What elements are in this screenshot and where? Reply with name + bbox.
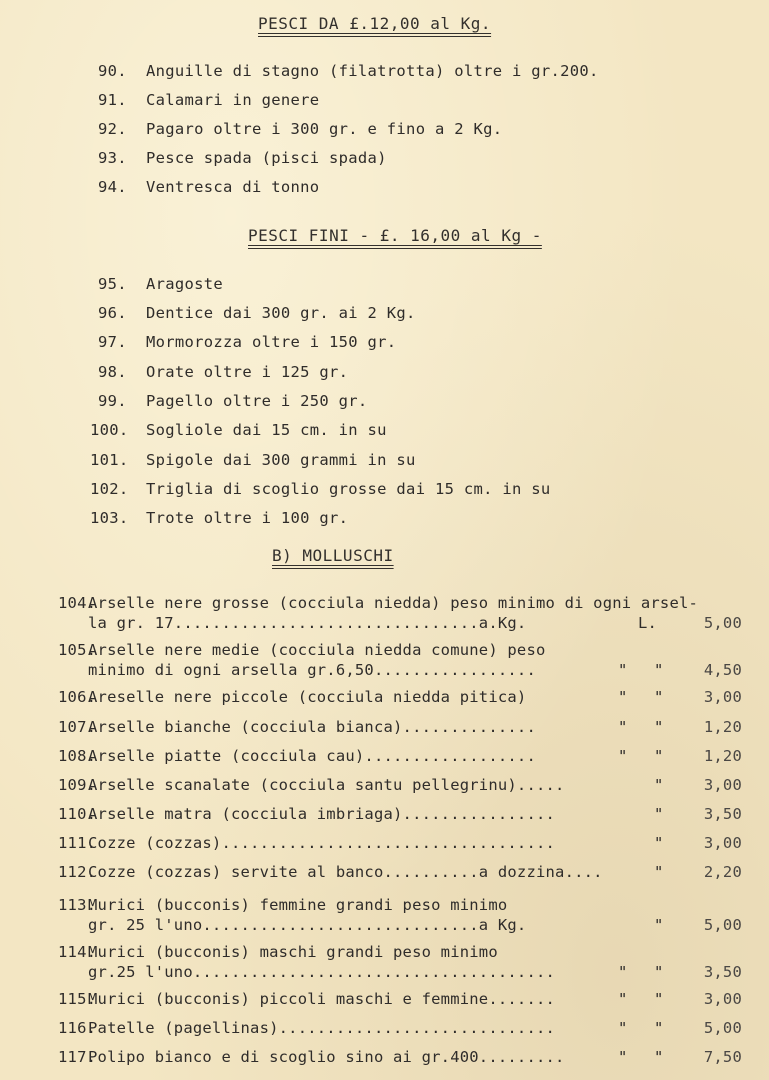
item-text: Pesce spada (pisci spada) — [146, 149, 387, 167]
item-number: 106. — [58, 688, 97, 706]
item-text: Polipo bianco e di scoglio sino ai gr.400......... — [88, 1048, 565, 1066]
item-text: Murici (bucconis) maschi grandi peso minimo — [88, 943, 498, 961]
item-number: 92. — [98, 120, 127, 138]
item-number: 95. — [98, 275, 127, 293]
table-row — [58, 1019, 748, 1039]
ditto-mark: " — [654, 990, 664, 1008]
item-text: Mormorozza oltre i 150 gr. — [146, 333, 397, 351]
item-text: Areselle nere piccole (cocciula niedda pitica) — [88, 688, 527, 706]
table-row — [58, 594, 748, 634]
list-item — [98, 62, 599, 80]
ditto-mark: " — [618, 688, 628, 706]
ditto-mark: " — [654, 688, 664, 706]
item-number: 93. — [98, 149, 127, 167]
table-row — [58, 1048, 748, 1068]
ditto-mark: " — [654, 776, 664, 794]
list-item — [98, 333, 396, 351]
ditto-mark: " — [654, 661, 664, 679]
price: 1,20 — [703, 747, 742, 765]
ditto-mark: " — [618, 1048, 628, 1066]
ditto-mark: " — [654, 747, 664, 765]
item-text: Trote oltre i 100 gr. — [146, 509, 349, 527]
table-row — [58, 943, 748, 983]
item-text: Patelle (pagellinas)............................. — [88, 1019, 556, 1037]
item-number: 98. — [98, 363, 127, 381]
ditto-mark: " — [654, 916, 664, 934]
item-number: 114. — [58, 943, 97, 961]
item-number: 111. — [58, 834, 97, 852]
item-text: Aragoste — [146, 275, 224, 293]
price: 3,00 — [703, 990, 742, 1008]
heading-pesci-12: PESCI DA £.12,00 al Kg. — [258, 14, 492, 33]
item-text: Arselle matra (cocciula imbriaga)................ — [88, 805, 556, 823]
item-text-continued: gr.25 l'uno...................................... — [88, 963, 556, 981]
item-text-continued: gr. 25 l'uno.............................a Kg. — [88, 916, 527, 934]
ditto-mark: " — [618, 747, 628, 765]
item-text: Spigole dai 300 grammi in su — [146, 451, 416, 469]
item-text: Calamari in genere — [146, 91, 320, 109]
price: 7,50 — [703, 1048, 742, 1066]
item-number: 96. — [98, 304, 127, 322]
item-text: Arselle nere grosse (cocciula niedda) peso minimo di ogni arsel- — [88, 594, 699, 612]
list-item — [98, 392, 368, 410]
list-item — [98, 304, 416, 322]
item-text: Anguille di stagno (filatrotta) oltre i gr.200. — [146, 62, 599, 80]
item-text-continued: la gr. 17................................a.Kg. — [88, 614, 527, 632]
list-item — [98, 178, 319, 196]
list-item — [98, 149, 387, 167]
price: 3,00 — [703, 688, 742, 706]
item-number: 109. — [58, 776, 97, 794]
item-number: 104. — [58, 594, 97, 612]
list-item — [90, 480, 551, 498]
item-number: 100. — [90, 421, 129, 439]
list-item — [90, 451, 416, 469]
price: 5,00 — [703, 614, 742, 632]
item-number: 90. — [98, 62, 127, 80]
item-text: Arselle nere medie (cocciula niedda comune) peso — [88, 641, 546, 659]
item-text: Cozze (cozzas) servite al banco..........a dozzina.... — [88, 863, 603, 881]
price: 3,50 — [703, 963, 742, 981]
ditto-mark: " — [618, 718, 628, 736]
item-number: 112. — [58, 863, 97, 881]
ditto-mark: " — [654, 834, 664, 852]
item-number: 117. — [58, 1048, 97, 1066]
item-text: Orate oltre i 125 gr. — [146, 363, 349, 381]
price: 4,50 — [703, 661, 742, 679]
list-item — [98, 275, 223, 293]
heading-pesci-fini: PESCI FINI - £. 16,00 al Kg - — [248, 226, 542, 245]
item-number: 108. — [58, 747, 97, 765]
item-number: 110. — [58, 805, 97, 823]
price: 3,00 — [703, 776, 742, 794]
currency-label: L. — [638, 614, 658, 632]
ditto-mark: " — [618, 661, 628, 679]
price: 5,00 — [703, 916, 742, 934]
item-text: Pagaro oltre i 300 gr. e fino a 2 Kg. — [146, 120, 503, 138]
table-row — [58, 863, 748, 883]
item-number: 94. — [98, 178, 127, 196]
ditto-mark: " — [654, 1048, 664, 1066]
item-number: 115. — [58, 990, 97, 1008]
item-number: 91. — [98, 91, 127, 109]
item-text: Arselle scanalate (cocciula santu pellegrinu)..... — [88, 776, 565, 794]
table-row — [58, 641, 748, 681]
table-row — [58, 776, 748, 796]
item-text: Sogliole dai 15 cm. in su — [146, 421, 387, 439]
item-number: 97. — [98, 333, 127, 351]
list-item — [98, 120, 502, 138]
ditto-mark: " — [654, 1019, 664, 1037]
table-row — [58, 747, 748, 767]
item-number: 101. — [90, 451, 129, 469]
table-row — [58, 834, 748, 854]
item-text: Arselle piatte (cocciula cau).................. — [88, 747, 536, 765]
item-text: Triglia di scoglio grosse dai 15 cm. in su — [146, 480, 551, 498]
price: 5,00 — [703, 1019, 742, 1037]
item-text: Arselle bianche (cocciula bianca).............. — [88, 718, 536, 736]
ditto-mark: " — [618, 963, 628, 981]
item-text-continued: minimo di ogni arsella gr.6,50................. — [88, 661, 536, 679]
price: 3,50 — [703, 805, 742, 823]
ditto-mark: " — [654, 718, 664, 736]
price: 1,20 — [703, 718, 742, 736]
ditto-mark: " — [654, 805, 664, 823]
ditto-mark: " — [654, 963, 664, 981]
table-row — [58, 805, 748, 825]
ditto-mark: " — [618, 990, 628, 1008]
price: 2,20 — [703, 863, 742, 881]
table-row — [58, 718, 748, 738]
item-number: 99. — [98, 392, 127, 410]
item-text: Ventresca di tonno — [146, 178, 320, 196]
item-number: 105. — [58, 641, 97, 659]
table-row — [58, 990, 748, 1010]
list-item — [90, 509, 348, 527]
table-row — [58, 688, 748, 708]
ditto-mark: " — [654, 863, 664, 881]
price: 3,00 — [703, 834, 742, 852]
list-item — [98, 91, 319, 109]
item-number: 113. — [58, 896, 97, 914]
item-text: Pagello oltre i 250 gr. — [146, 392, 368, 410]
list-item — [90, 421, 387, 439]
item-number: 103. — [90, 509, 129, 527]
item-text: Dentice dai 300 gr. ai 2 Kg. — [146, 304, 416, 322]
list-item — [98, 363, 348, 381]
table-row — [58, 896, 748, 936]
item-number: 102. — [90, 480, 129, 498]
item-text: Cozze (cozzas)................................... — [88, 834, 556, 852]
heading-molluschi: B) MOLLUSCHI — [272, 546, 394, 565]
item-number: 107. — [58, 718, 97, 736]
item-number: 116. — [58, 1019, 97, 1037]
item-text: Murici (bucconis) femmine grandi peso minimo — [88, 896, 508, 914]
item-text: Murici (bucconis) piccoli maschi e femmine....... — [88, 990, 556, 1008]
ditto-mark: " — [618, 1019, 628, 1037]
